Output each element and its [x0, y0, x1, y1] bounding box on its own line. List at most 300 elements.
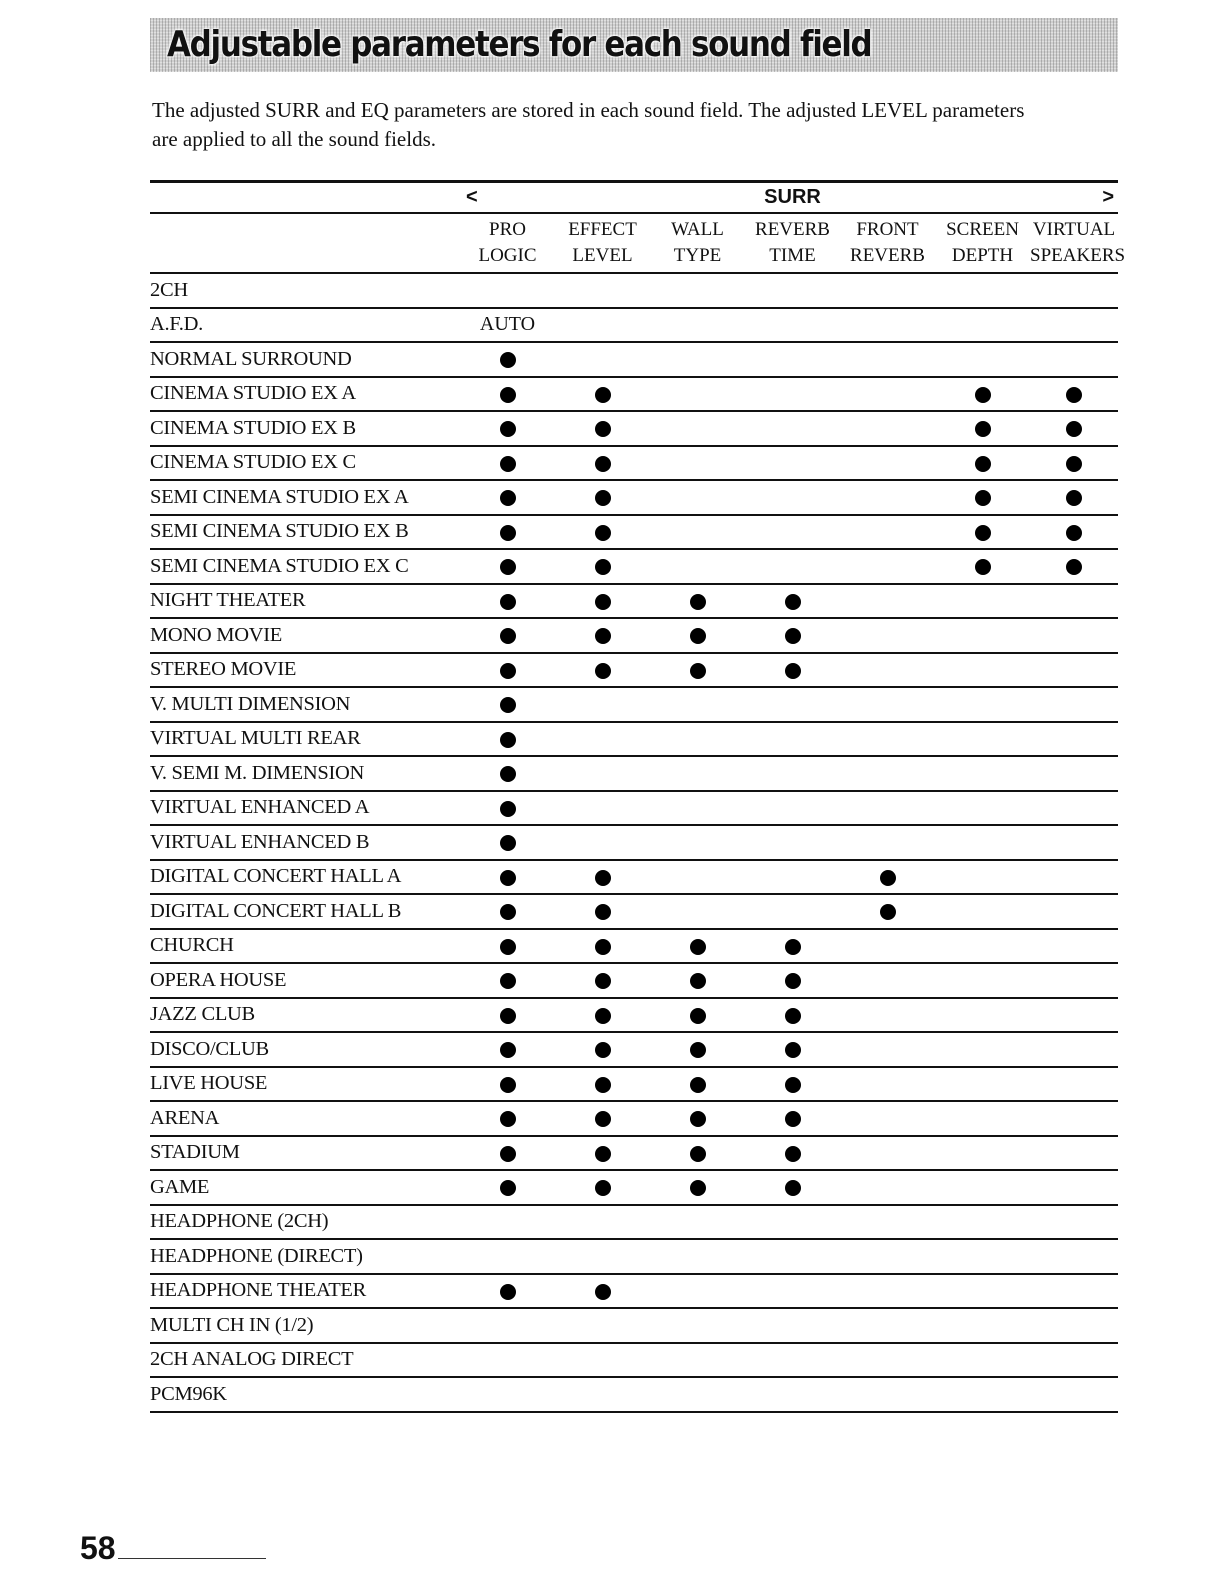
adjustable-dot-icon	[690, 1008, 706, 1024]
table-cell	[555, 342, 650, 377]
column-header-line1: SCREEN	[946, 219, 1019, 240]
table-row	[150, 963, 1118, 998]
table-cell	[935, 618, 1030, 653]
table-cell	[935, 1101, 1030, 1136]
table-cell	[460, 618, 555, 653]
adjustable-dot-icon	[595, 904, 611, 920]
table-cell	[555, 446, 650, 481]
table-cell	[460, 1170, 555, 1205]
table-cell	[935, 1032, 1030, 1067]
table-cell	[840, 1170, 935, 1205]
table-cell	[745, 825, 840, 860]
column-header-line1: REVERB	[755, 219, 830, 240]
table-cell	[555, 756, 650, 791]
table-cell	[1030, 1308, 1118, 1343]
table-cell	[555, 929, 650, 964]
adjustable-dot-icon	[690, 1077, 706, 1093]
table-cell	[460, 1205, 555, 1240]
table-cell	[745, 1101, 840, 1136]
table-cell	[840, 273, 935, 308]
table-cell	[745, 618, 840, 653]
adjustable-dot-icon	[975, 525, 991, 541]
table-cell	[460, 273, 555, 308]
adjustable-dot-icon	[1066, 456, 1082, 472]
table-row	[150, 1067, 1118, 1102]
adjustable-dot-icon	[1066, 559, 1082, 575]
table-cell	[555, 1032, 650, 1067]
sound-field-name: OPERA HOUSE	[150, 963, 460, 998]
table-cell	[1030, 1170, 1118, 1205]
adjustable-dot-icon	[975, 559, 991, 575]
adjustable-dot-icon	[500, 835, 516, 851]
table-cell	[460, 308, 555, 343]
table-cell	[650, 549, 745, 584]
table-cell	[460, 446, 555, 481]
table-cell	[935, 860, 1030, 895]
table-cell	[650, 377, 745, 412]
table-cell	[1030, 1136, 1118, 1171]
table-row	[150, 929, 1118, 964]
sound-field-name: MULTI CH IN (1/2)	[150, 1308, 460, 1343]
table-cell	[935, 1308, 1030, 1343]
column-header-line2: TYPE	[673, 245, 722, 266]
table-cell	[1030, 825, 1118, 860]
sound-field-name: VIRTUAL ENHANCED B	[150, 825, 460, 860]
table-cell	[840, 1343, 935, 1378]
table-row	[150, 1101, 1118, 1136]
table-row	[150, 722, 1118, 757]
table-cell	[555, 549, 650, 584]
table-cell	[460, 1343, 555, 1378]
adjustable-dot-icon	[595, 594, 611, 610]
adjustable-dot-icon	[500, 594, 516, 610]
table-cell	[1030, 1032, 1118, 1067]
sound-field-name: DIGITAL CONCERT HALL B	[150, 894, 460, 929]
table-row	[150, 377, 1118, 412]
table-row	[150, 1274, 1118, 1309]
table-row	[150, 342, 1118, 377]
column-header-empty	[150, 213, 460, 273]
table-cell	[745, 411, 840, 446]
adjustable-dot-icon	[1066, 490, 1082, 506]
adjustable-dot-icon	[500, 628, 516, 644]
table-cell	[555, 411, 650, 446]
table-row	[150, 480, 1118, 515]
table-cell	[650, 1274, 745, 1309]
table-cell	[745, 446, 840, 481]
table-cell	[1030, 618, 1118, 653]
table-cell	[650, 825, 745, 860]
adjustable-dot-icon	[975, 490, 991, 506]
table-cell	[840, 1308, 935, 1343]
adjustable-dot-icon	[1066, 525, 1082, 541]
table-cell	[840, 653, 935, 688]
table-cell	[460, 1274, 555, 1309]
adjustable-dot-icon	[595, 1146, 611, 1162]
table-cell	[840, 515, 935, 550]
table-cell	[840, 377, 935, 412]
table-cell	[935, 1136, 1030, 1171]
adjustable-dot-icon	[1066, 421, 1082, 437]
table-cell	[840, 687, 935, 722]
table-cell	[1030, 860, 1118, 895]
table-cell	[1030, 687, 1118, 722]
table-cell	[840, 1274, 935, 1309]
table-cell	[555, 998, 650, 1033]
adjustable-dot-icon	[785, 1111, 801, 1127]
table-cell	[840, 618, 935, 653]
column-header-row	[150, 213, 1118, 273]
table-cell	[840, 963, 935, 998]
table-cell	[935, 584, 1030, 619]
adjustable-dot-icon	[595, 490, 611, 506]
adjustable-dot-icon	[785, 1042, 801, 1058]
table-row	[150, 308, 1118, 343]
table-cell	[460, 687, 555, 722]
table-cell	[745, 515, 840, 550]
sound-field-name: VIRTUAL MULTI REAR	[150, 722, 460, 757]
table-cell	[935, 653, 1030, 688]
column-header	[650, 213, 745, 273]
page-number: 58	[80, 1530, 116, 1566]
table-cell	[650, 480, 745, 515]
table-cell	[1030, 894, 1118, 929]
table-cell	[650, 411, 745, 446]
column-header-line1: EFFECT	[568, 219, 637, 240]
adjustable-dot-icon	[500, 490, 516, 506]
adjustable-dot-icon	[595, 1180, 611, 1196]
table-cell	[935, 963, 1030, 998]
sound-field-name: GAME	[150, 1170, 460, 1205]
adjustable-dot-icon	[785, 594, 801, 610]
table-cell	[460, 1067, 555, 1102]
table-cell	[935, 446, 1030, 481]
adjustable-dot-icon	[690, 1111, 706, 1127]
table-cell	[650, 1170, 745, 1205]
table-row	[150, 1343, 1118, 1378]
table-cell	[555, 1101, 650, 1136]
table-cell	[1030, 756, 1118, 791]
table-cell	[840, 342, 935, 377]
table-cell	[1030, 1101, 1118, 1136]
table-cell	[840, 825, 935, 860]
table-row	[150, 1032, 1118, 1067]
table-cell	[555, 722, 650, 757]
sound-field-name: JAZZ CLUB	[150, 998, 460, 1033]
adjustable-dot-icon	[690, 973, 706, 989]
table-cell	[555, 860, 650, 895]
table-cell	[745, 1377, 840, 1412]
adjustable-dot-icon	[690, 939, 706, 955]
sound-field-name: CHURCH	[150, 929, 460, 964]
table-cell	[650, 722, 745, 757]
adjustable-dot-icon	[500, 801, 516, 817]
table-row	[150, 860, 1118, 895]
table-row	[150, 791, 1118, 826]
table-cell	[745, 308, 840, 343]
table-cell	[1030, 653, 1118, 688]
table-row	[150, 653, 1118, 688]
column-header-line1: VIRTUAL	[1032, 219, 1116, 240]
table-cell	[555, 515, 650, 550]
table-cell	[1030, 446, 1118, 481]
table-cell	[935, 273, 1030, 308]
table-cell	[650, 1101, 745, 1136]
table-cell	[935, 308, 1030, 343]
adjustable-dot-icon	[785, 1180, 801, 1196]
adjustable-dot-icon	[785, 939, 801, 955]
table-cell	[935, 342, 1030, 377]
sound-field-name: V. MULTI DIMENSION	[150, 687, 460, 722]
table-cell	[935, 791, 1030, 826]
table-cell	[460, 929, 555, 964]
table-cell	[555, 963, 650, 998]
table-cell	[745, 1032, 840, 1067]
table-cell	[650, 1205, 745, 1240]
adjustable-dot-icon	[785, 663, 801, 679]
column-header-line2: DEPTH	[951, 245, 1014, 266]
table-cell	[840, 1067, 935, 1102]
adjustable-dot-icon	[785, 628, 801, 644]
table-cell	[935, 1377, 1030, 1412]
adjustable-dot-icon	[500, 870, 516, 886]
table-cell	[1030, 929, 1118, 964]
adjustable-dot-icon	[595, 525, 611, 541]
table-cell	[1030, 1239, 1118, 1274]
adjustable-dot-icon	[500, 352, 516, 368]
table-cell	[935, 929, 1030, 964]
table-cell	[555, 1377, 650, 1412]
sound-field-name: SEMI CINEMA STUDIO EX B	[150, 515, 460, 550]
table-cell	[460, 825, 555, 860]
table-cell	[650, 1343, 745, 1378]
adjustable-dot-icon	[595, 973, 611, 989]
table-cell	[1030, 1377, 1118, 1412]
sound-field-name: ARENA	[150, 1101, 460, 1136]
table-cell	[745, 860, 840, 895]
table-row	[150, 446, 1118, 481]
adjustable-dot-icon	[880, 870, 896, 886]
column-header-line2: LEVEL	[572, 245, 633, 266]
table-cell	[555, 377, 650, 412]
table-cell	[745, 929, 840, 964]
sound-field-name: STEREO MOVIE	[150, 653, 460, 688]
table-row	[150, 1308, 1118, 1343]
sound-field-name: CINEMA STUDIO EX B	[150, 411, 460, 446]
sound-field-name: CINEMA STUDIO EX A	[150, 377, 460, 412]
adjustable-dot-icon	[500, 1146, 516, 1162]
table-cell	[840, 894, 935, 929]
adjustable-dot-icon	[500, 456, 516, 472]
sound-field-name: VIRTUAL ENHANCED A	[150, 791, 460, 826]
table-cell	[840, 411, 935, 446]
table-cell	[745, 1205, 840, 1240]
table-cell	[555, 1205, 650, 1240]
adjustable-dot-icon	[595, 870, 611, 886]
table-cell	[1030, 1067, 1118, 1102]
table-cell	[555, 273, 650, 308]
table-cell	[460, 998, 555, 1033]
table-cell	[555, 1308, 650, 1343]
sound-field-name: 2CH ANALOG DIRECT	[150, 1343, 460, 1378]
adjustable-dot-icon	[500, 1284, 516, 1300]
table-cell	[1030, 722, 1118, 757]
table-cell	[555, 1136, 650, 1171]
table-cell	[840, 929, 935, 964]
table-cell	[935, 549, 1030, 584]
table-cell	[935, 1343, 1030, 1378]
table-cell	[935, 1274, 1030, 1309]
surr-left-arrow: <	[460, 182, 555, 214]
adjustable-dot-icon	[785, 1146, 801, 1162]
table-cell	[650, 963, 745, 998]
table-cell	[650, 1377, 745, 1412]
adjustable-dot-icon	[1066, 387, 1082, 403]
sound-field-parameter-table	[150, 180, 1126, 1413]
table-cell	[840, 998, 935, 1033]
table-cell	[745, 653, 840, 688]
page-number-rule	[118, 1558, 266, 1559]
table-cell	[935, 1170, 1030, 1205]
column-header	[745, 213, 840, 273]
sound-field-name: DISCO/CLUB	[150, 1032, 460, 1067]
table-cell	[460, 894, 555, 929]
table-cell	[840, 1136, 935, 1171]
table-row	[150, 998, 1118, 1033]
table-cell	[460, 860, 555, 895]
table-cell	[460, 963, 555, 998]
table-cell	[745, 756, 840, 791]
adjustable-dot-icon	[500, 1042, 516, 1058]
table-row	[150, 1239, 1118, 1274]
surr-group-header	[150, 182, 1118, 214]
table-cell	[1030, 515, 1118, 550]
table-cell	[555, 825, 650, 860]
table-cell	[1030, 963, 1118, 998]
table-cell	[1030, 1274, 1118, 1309]
sound-field-name: PCM96K	[150, 1377, 460, 1412]
sound-field-name: HEADPHONE THEATER	[150, 1274, 460, 1309]
table-cell	[840, 860, 935, 895]
table-cell	[555, 1239, 650, 1274]
adjustable-dot-icon	[785, 1008, 801, 1024]
table-cell	[1030, 377, 1118, 412]
table-cell	[555, 480, 650, 515]
table-cell	[745, 480, 840, 515]
adjustable-dot-icon	[500, 387, 516, 403]
adjustable-dot-icon	[595, 628, 611, 644]
table-cell	[650, 998, 745, 1033]
table-cell	[460, 1101, 555, 1136]
adjustable-dot-icon	[690, 628, 706, 644]
sound-field-name: DIGITAL CONCERT HALL A	[150, 860, 460, 895]
table-cell	[650, 342, 745, 377]
table-cell	[935, 1239, 1030, 1274]
surr-right-arrow: >	[1030, 182, 1118, 214]
adjustable-dot-icon	[690, 663, 706, 679]
table-cell	[745, 722, 840, 757]
sound-field-name: HEADPHONE (DIRECT)	[150, 1239, 460, 1274]
table-corner-cell	[150, 182, 460, 214]
column-header	[555, 213, 650, 273]
table-row	[150, 549, 1118, 584]
column-header-line1: WALL	[671, 219, 724, 240]
table-cell	[935, 825, 1030, 860]
table-row	[150, 1170, 1118, 1205]
adjustable-dot-icon	[595, 456, 611, 472]
sound-field-name: NIGHT THEATER	[150, 584, 460, 619]
table-row	[150, 584, 1118, 619]
adjustable-dot-icon	[500, 421, 516, 437]
table-cell	[745, 377, 840, 412]
table-cell	[745, 791, 840, 826]
table-cell	[1030, 549, 1118, 584]
table-cell	[555, 308, 650, 343]
table-cell	[650, 929, 745, 964]
table-cell	[1030, 1343, 1118, 1378]
table-cell	[745, 549, 840, 584]
column-header	[1030, 213, 1126, 273]
table-cell	[745, 1308, 840, 1343]
adjustable-dot-icon	[595, 1008, 611, 1024]
table-cell	[555, 653, 650, 688]
adjustable-dot-icon	[500, 663, 516, 679]
table-cell	[650, 1067, 745, 1102]
surr-group-label: SURR	[555, 182, 1030, 214]
table-cell	[840, 1101, 935, 1136]
table-cell	[555, 1170, 650, 1205]
table-cell	[745, 1136, 840, 1171]
adjustable-dot-icon	[690, 1042, 706, 1058]
adjustable-dot-icon	[690, 594, 706, 610]
table-cell	[935, 1205, 1030, 1240]
table-cell	[935, 894, 1030, 929]
table-cell	[840, 549, 935, 584]
table-cell	[745, 1239, 840, 1274]
table-cell	[460, 722, 555, 757]
sound-field-name: SEMI CINEMA STUDIO EX C	[150, 549, 460, 584]
table-cell	[650, 687, 745, 722]
column-header-line2: REVERB	[850, 245, 925, 266]
adjustable-dot-icon	[975, 421, 991, 437]
column-header-line2: SPEAKERS	[1030, 245, 1126, 266]
table-cell	[555, 618, 650, 653]
adjustable-dot-icon	[500, 766, 516, 782]
table-cell	[650, 584, 745, 619]
table-cell	[650, 1239, 745, 1274]
sound-field-name: MONO MOVIE	[150, 618, 460, 653]
table-cell	[935, 411, 1030, 446]
table-cell	[840, 584, 935, 619]
table-cell	[460, 377, 555, 412]
table-cell	[1030, 273, 1118, 308]
table-cell	[1030, 998, 1118, 1033]
table-cell	[650, 791, 745, 826]
adjustable-dot-icon	[500, 904, 516, 920]
sound-field-name: HEADPHONE (2CH)	[150, 1205, 460, 1240]
table-cell	[650, 653, 745, 688]
table-cell	[460, 756, 555, 791]
adjustable-dot-icon	[690, 1180, 706, 1196]
table-cell	[745, 894, 840, 929]
table-cell	[1030, 1205, 1118, 1240]
table-row	[150, 894, 1118, 929]
table-cell	[745, 1067, 840, 1102]
table-cell	[935, 377, 1030, 412]
sound-field-name: A.F.D.	[150, 308, 460, 343]
table-cell	[1030, 584, 1118, 619]
adjustable-dot-icon	[500, 1008, 516, 1024]
